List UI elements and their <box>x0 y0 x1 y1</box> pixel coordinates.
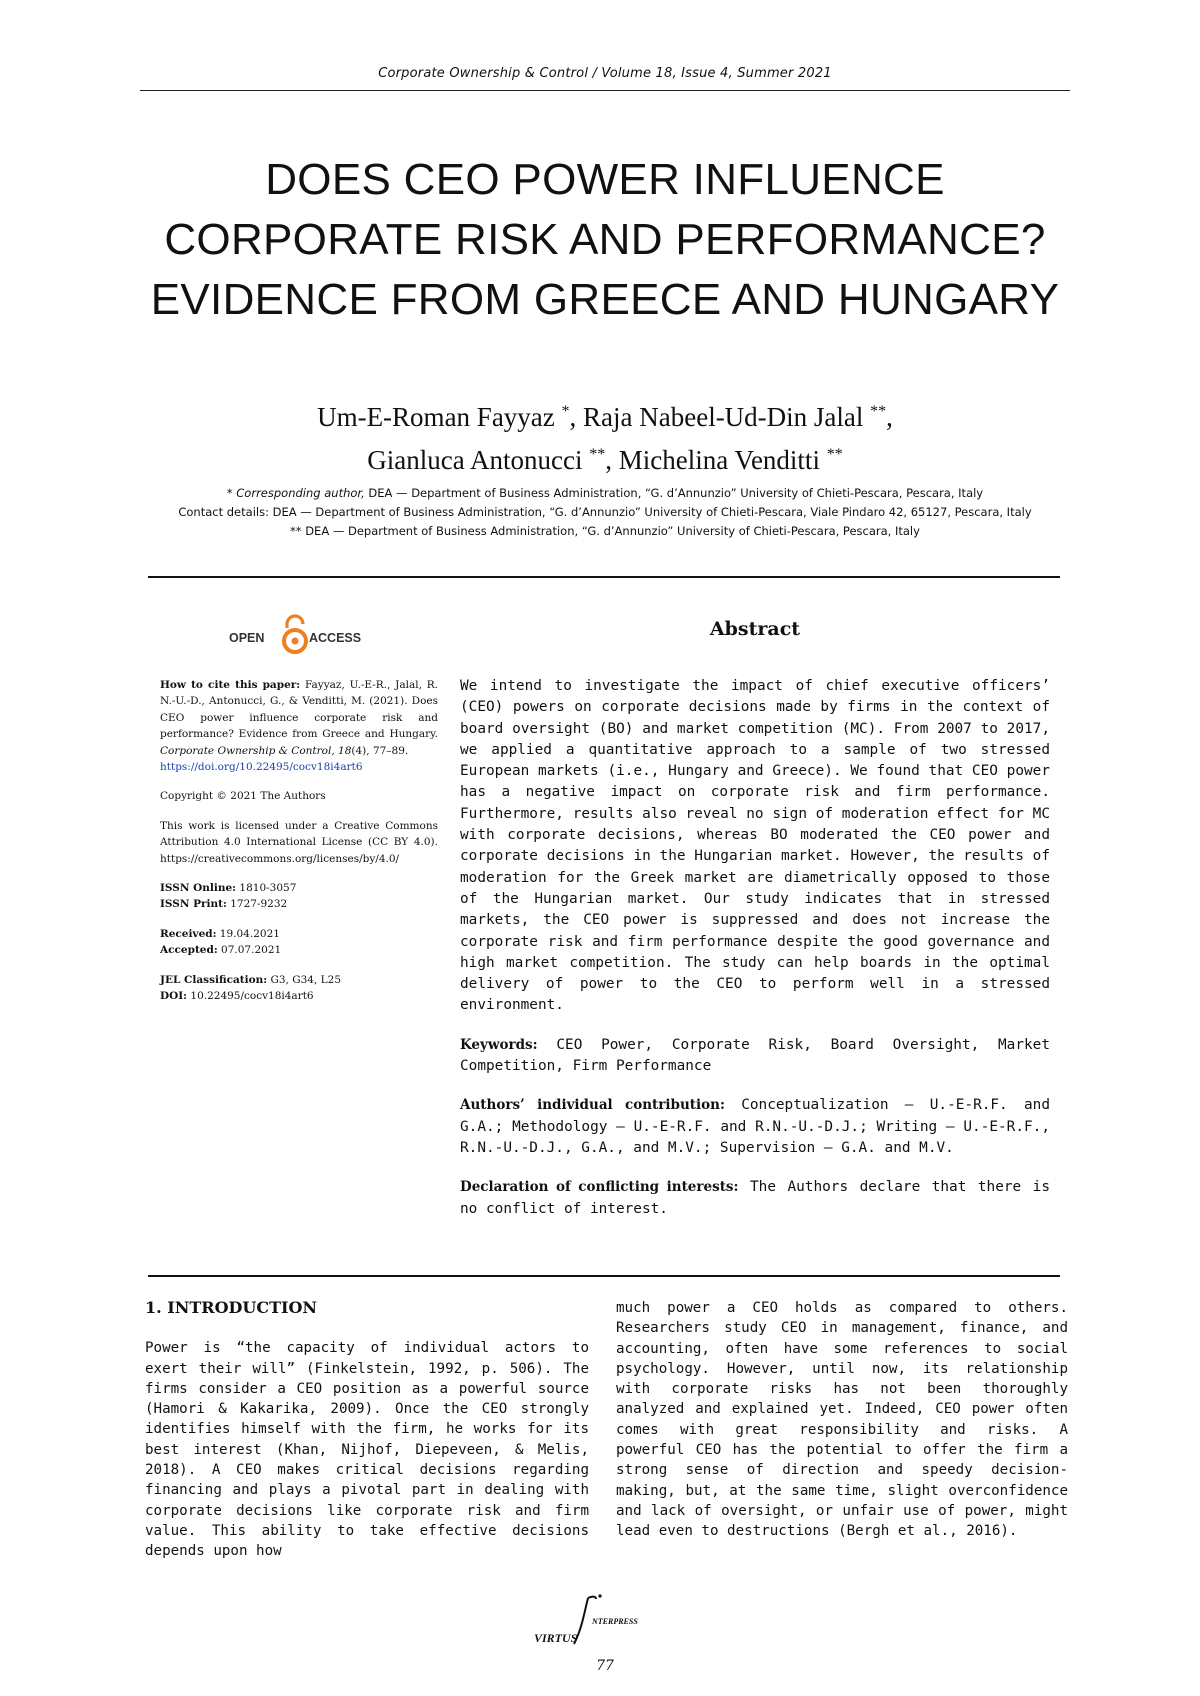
author-affil-mark: ** <box>826 446 843 463</box>
body-paragraph: much power a CEO holds as compared to others. Researchers study CEO in management, finance, and accounting, often have some references to social psychology. However, until now, its relationship with corporate risks has not been thoroughly analyzed and explained yet. Indeed, CEO power often comes with great responsibility and risks. A powerful CEO has the potential to offer the firm a strong sense of direction and speedy decision-making, but, at the same time, slight overconfidence and lack of oversight, or unfair use of power, might lead even to destructions (Bergh et al., 2016). <box>616 1300 1068 1540</box>
contribution-label: Authors’ individual contribution: <box>460 1097 725 1114</box>
affiliation-text: DEA — Department of Business Administration, “G. d’Annunzio” University of Chieti-Pescara, Pescara, Italy <box>364 486 984 500</box>
author-affil-mark: * <box>561 403 570 420</box>
jel-value: G3, G34, L25 <box>267 973 341 986</box>
received-label: Received: <box>160 927 217 940</box>
publisher-logo-dot <box>598 1594 601 1597</box>
issn-online-label: ISSN Online: <box>160 882 237 895</box>
body-column-left <box>145 1298 589 1562</box>
abstract-body <box>460 676 1050 1238</box>
author-name: Um-E-Roman Fayyaz <box>317 402 562 432</box>
abstract-heading: Abstract <box>709 618 801 640</box>
publisher-logo <box>530 1592 680 1648</box>
conflict-declaration <box>460 1177 1050 1220</box>
author-name: , Raja Nabeel-Ud-Din Jalal <box>569 402 871 432</box>
body-paragraph: Power is “the capacity of individual actors to exert their will” (Finkelstein, 1992, p. 506). The firms consider a CEO position as a powerful source (Hamori & Kakarika, 2009). Once the CEO strongly identifies himself with the firm, he works for its best interest (Khan, Nijhof, Diepeveen, & Melis, 2018). A CEO makes critical decisions regarding financing and plays a pivotal part in dealing with corporate decisions like corporate risk and firm value. This ability to take effective decisions depends upon how <box>145 1340 589 1560</box>
license: This work is licensed under a Creative Commons Attribution 4.0 International License (CC BY 4.0). https://creativecommons.org/licenses/by/4.0/ <box>160 819 438 865</box>
section-heading: 1. INTRODUCTION <box>145 1298 318 1317</box>
cite-journal: Corporate Ownership & Control, 18 <box>160 744 352 757</box>
cite-issue: (4), 77–89. <box>351 744 409 757</box>
copyright: Copyright © 2021 The Authors <box>160 790 326 803</box>
doi <box>160 988 438 1004</box>
issn-print <box>160 896 438 912</box>
header-rule <box>140 90 1070 91</box>
open-access-right: ACCESS <box>309 631 362 645</box>
body-column-right <box>616 1298 1068 1542</box>
running-head: Corporate Ownership & Control / Volume 18, Issue 4, Summer 2021 <box>378 66 832 81</box>
corresponding-author-label: * Corresponding author, <box>226 486 365 500</box>
received-value: 19.04.2021 <box>216 927 280 940</box>
author-affil-mark: ** <box>589 446 606 463</box>
abstract-text: We intend to investigate the impact of chief executive officers’ (CEO) powers on corporate decisions made by firms in the context of board oversight (BO) and market competition (MC). From 2007 to 2017, we applied a quantitative approach to a sample of two stressed European markets (i.e., Hungary and Greece). We found that CEO power has a negative impact on corporate risk and firm performance. Furthermore, results also reveal no sign of moderation effect for MC with corporate decisions, whereas BO moderated the CEO power and corporate decisions in the Hungarian market. However, the results of moderation for the Greek market are diametrically opposed to those of the Hungarian market. Our study indicates that in stressed markets, the CEO power is suppressed and does not increase the corporate risk and firm performance despite the good governance and high market competition. The study can help boards in the optimal delivery of power to the CEO to perform well in a stressed environment. <box>460 678 1050 1014</box>
author-separator: , <box>886 402 893 432</box>
keywords-label: Keywords: <box>460 1036 538 1053</box>
publisher-logo-right: NTERPRESS <box>592 1617 638 1626</box>
affiliations <box>140 484 1070 541</box>
jel-classification <box>160 972 438 988</box>
author-list <box>140 393 1070 479</box>
doi-value: 10.22495/cocv18i4art6 <box>187 990 314 1003</box>
accepted-label: Accepted: <box>160 944 218 957</box>
section-rule <box>148 576 1060 578</box>
author-name: , Michelina Venditti <box>605 445 827 475</box>
author-contribution <box>460 1095 1050 1159</box>
affiliation-1 <box>140 484 1070 503</box>
open-access-lock-icon <box>284 616 306 652</box>
accepted-value: 07.07.2021 <box>217 944 282 957</box>
cite-label: How to cite this paper: <box>160 679 301 691</box>
cite-text: Fayyaz, U.-E-R., Jalal, R. N.-U.-D., Antonucci, G., & Venditti, M. (2021). Does CEO power influence corporate risk and performance? Evidence from Greece and Hungary. <box>160 679 438 741</box>
received-date <box>160 926 438 942</box>
keywords-value: CEO Power, Corporate Risk, Board Oversight, Market Competition, Firm Performance <box>460 1036 1050 1075</box>
conflict-label: Declaration of conflicting interests: <box>460 1179 739 1196</box>
issn-print-label: ISSN Print: <box>160 898 227 911</box>
author-line-1 <box>140 393 1070 436</box>
publisher-logo-left: VIRTUS <box>534 1631 578 1645</box>
affiliation-2: ** DEA — Department of Business Administration, “G. d’Annunzio” University of Chieti-Pescara, Pescara, Italy <box>290 524 920 538</box>
issn-print-value: 1727-9232 <box>226 898 288 911</box>
author-name: Gianluca Antonucci <box>367 445 590 475</box>
contribution-value: Conceptualization — U.-E-R.F. and G.A.; Methodology — U.-E-R.F. and R.N.-U.-D.J.; Writing — U.-E-R.F., R.N.-U.-D.J., G.A., and M.V.; Supervision — G.A. and M.V. <box>460 1097 1050 1156</box>
page-number: 77 <box>596 1658 614 1674</box>
open-access-left: OPEN <box>229 631 265 645</box>
open-access-logo <box>225 614 365 658</box>
section-rule <box>148 1275 1060 1277</box>
paper-title: DOES CEO POWER INFLUENCE CORPORATE RISK AND PERFORMANCE? EVIDENCE FROM GREECE AND HUNGARY <box>150 155 1060 324</box>
doi-label: DOI: <box>160 990 188 1003</box>
conflict-value: The Authors declare that there is no conflict of interest. <box>460 1179 1050 1217</box>
keywords <box>460 1035 1050 1078</box>
affiliation-contact: Contact details: DEA — Department of Business Administration, “G. d’Annunzio” University of Chieti-Pescara, Viale Pindaro 42, 65127, Pescara, Italy <box>178 505 1032 519</box>
accepted-date <box>160 942 438 958</box>
doi-link[interactable]: https://doi.org/10.22495/cocv18i4art6 <box>160 761 363 774</box>
author-line-2 <box>140 436 1070 479</box>
citation-sidebar <box>160 677 438 1005</box>
jel-label: JEL Classification: <box>160 973 268 986</box>
how-to-cite <box>160 677 438 775</box>
issn-online-value: 1810-3057 <box>236 882 297 895</box>
author-affil-mark: ** <box>870 403 887 420</box>
issn-online <box>160 880 438 896</box>
